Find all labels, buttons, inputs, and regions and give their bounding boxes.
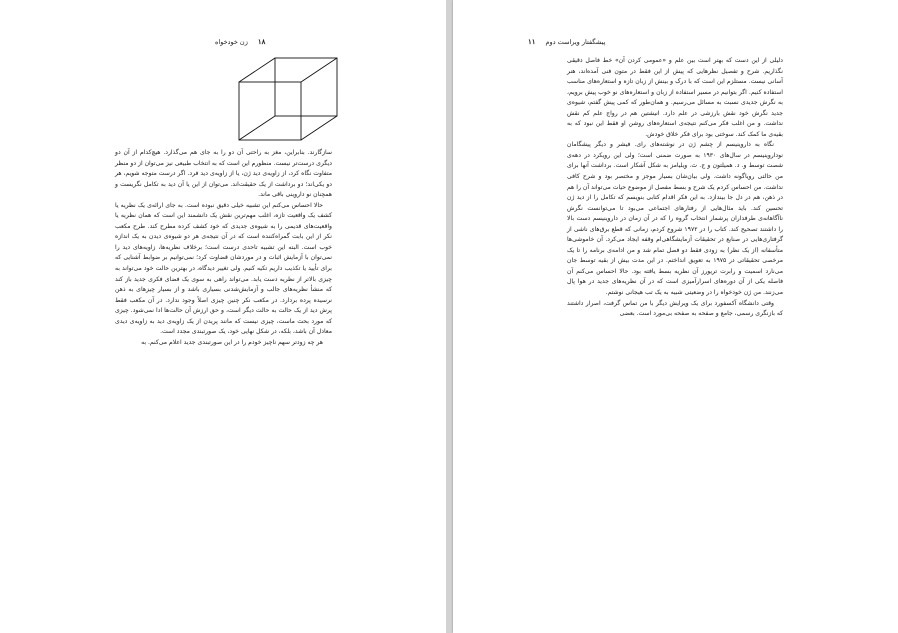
left-page-number: ۱۸ xyxy=(257,37,266,46)
cube-front-face xyxy=(239,82,301,140)
right-running-head xyxy=(528,37,605,46)
right-paragraph: وقتی دانشگاه آکسفورد برای یک ویرایش دیگر با من تماس گرفت، اصرار داشتند که بازنگری رسمی، جامع و صفحه به صفحه بی‌مورد است. بعضی xyxy=(567,299,783,318)
left-body-text xyxy=(115,148,332,348)
right-page-number: ۱۱ xyxy=(528,37,536,46)
left-paragraph: سازگارند. بنابراین، مغز به راحتی آن دو را به جای هم می‌گذارد. هیچ‌کدام از آن دو دیگری درست‌تر نیست. منظورم این است که به انتخاب طبیعی نیز می‌توان از دو منظر متفاوت نگاه کرد، از زاویه‌ی دید ژن، یا از زاویه‌ی دید فرد. اگر درست متوجه شویم، هر دو یکی‌اند؛ دو برداشت از یک حقیقت‌اند. می‌توان از این یا آن دید به تکامل نگریست و همچنان نو داروینی باقی ماند. xyxy=(115,149,332,199)
right-page xyxy=(453,0,898,633)
left-running-title: زن خودخواه xyxy=(215,37,248,46)
left-page xyxy=(0,0,446,633)
right-running-title: پیشگفتار ویراست دوم xyxy=(545,37,606,46)
left-paragraph: هر چه زودتر سهم ناچیز خودم را در این صورتبندی جدید اعلام می‌کنم. به xyxy=(141,338,323,346)
left-paragraph: حالا احساس می‌کنم این تشبیه خیلی دقیق نبوده است. به جای ارائه‌ی یک نظریه یا کشف یک واقعیت تازه، اغلب مهم‌ترین نقش یک دانشمند این است که همان نظریه یا واقعیت‌های قدیمی را به شیوه‌ی جدیدی که خود کشف کرده مطرح کند. طرح مکعب نکر از این بابت گمراه‌کننده است که در آن نتیجه‌ی هر دو شیوه‌ی دیدن به یک اندازه خوب است. البته این تشبیه تاحدی درست است؛ برخلاف نظریه‌ها، زاویه‌های دید را نمی‌توان با آزمایش اثبات و در موردشان قضاوت کرد؛ نمی‌توانیم بر ضوابط آشنایی که برای تأیید یا تکذیب داریم تکیه کنیم. ولی تغییر دیدگاه، در بهترین حالت خود می‌تواند به چیزی بالاتر از نظریه دست یابد. می‌تواند راهی به سوی یک فضای فکری جدید باز کند که منشأ نظریه‌های جالب و آزمایش‌شدنی بسیاری باشد و از بسیار چیزهای به ذهن نرسیده پرده بردارد. در مکعب نکر چنین چیزی اصلاً وجود ندارد. در آن مکعب فقط پرش دید از یک حالت به حالت دیگر است، و حق ارزش آن حالت‌ها ادا نمی‌شود. چیزی که مورد بحث ماست، چیزی نیست که مانند پریدن از یک زاویه‌ی دید به زاویه‌ی دیدی معادل آن باشد، بلکه، در شکل نهایی خود، یک صورتبندی مجدد است. xyxy=(115,201,332,336)
right-paragraph: نگاه به داروینیسم از چشم ژن در نوشته‌های رای. فیشر و دیگر پیشگامان نوداروینیسم در سال‌های ۱۹۳۰ به صورت ضمنی است؛ ولی این رویکرد در دهه‌ی شصت توسط و. د. همیلتون و ج. ث. ویلیامز به شکل آشکار است. برداشت آنها برای من حالتی رویاگونه داشت. ولی بیان‌شان بسیار موجز و مختصر بود و شرح کافی نداشت. من احساس کردم یک شرح و بسط مفصل از موضوع حیات می‌تواند آن را هم در ذهن، هم در دل جا بیندازد. به این فکر اقدام کتابی بنویسم که تکامل را از دید ژن تحسین کند. باید مثال‌هایی از رفتارهای اجتماعی می‌بود تا می‌توانست نگرش ناآگاهانه‌ی طرفداران پرشمار انتخاب گروه را که در آن زمان در داروینیسم دست بالا را داشتند تصحیح کند. کتاب را در ۱۹۷۲ شروع کردم، زمانی که قطع برق‌های ناشی از گرفتاری‌هایی در صنایع در تحقیقات آزمایشگاهی‌ام وقفه ایجاد می‌کرد. آن خاموشی‌ها متأسفانه (از یک نظر) به زودی فقط دو فصل تمام شد و من ادامه‌ی برنامه را تا یک مرخصی تحقیقاتی در ۱۹۷۵ به تعویق انداختم. در این مدت بیش از بقیه توسط جان می‌نارد اسمیت و رابرت تریورز آن نظریه بسط یافته بود. حالا احساس می‌کنم آن فاصله یکی از آن دوره‌های اسرارآمیزی است که در آن نظریه‌های جدید در هوا پال می‌زنند. من ژن خودخواه را در وضعیتی شبیه به یک تب هیجانی نوشتم. xyxy=(567,141,783,297)
right-body-text xyxy=(567,56,783,320)
left-running-head xyxy=(215,37,265,46)
necker-cube-figure xyxy=(235,56,347,142)
page-gutter xyxy=(446,0,453,633)
right-paragraph: دلیلی از این دست که بهتر است بین علم و «عمومی کردن آن» خط فاصل دقیقی نگذاریم. شرح و تفصیل نظرهایی که پیش از این فقط در متون فنی آمده‌اند، هنر آسانی نیست. مستلزم این است که با درک و بینش از زبان تازه و استعاره‌های مناسب استفاده کنیم. اگر بتوانیم در مسیر استفاده از زبان و استعاره‌های نو خوب پیش برویم، به نگرش جدیدی نسبت به مسائل می‌رسیم. و همان‌طور که کمی پیش گفتم، شیوه‌ی جدید نگرش خود نقش بارزشی در علم دارد. انیشتین هم در رواج علم کم نقش نداشت. و من اغلب فکر می‌کنم نتیجه‌ی استعاره‌های روشن او فقط این نبود که به بقیه‌ی ما کمک کند. سوختی بود برای فکر خلاق خودش. xyxy=(567,57,783,138)
cube-back-face xyxy=(275,58,337,116)
